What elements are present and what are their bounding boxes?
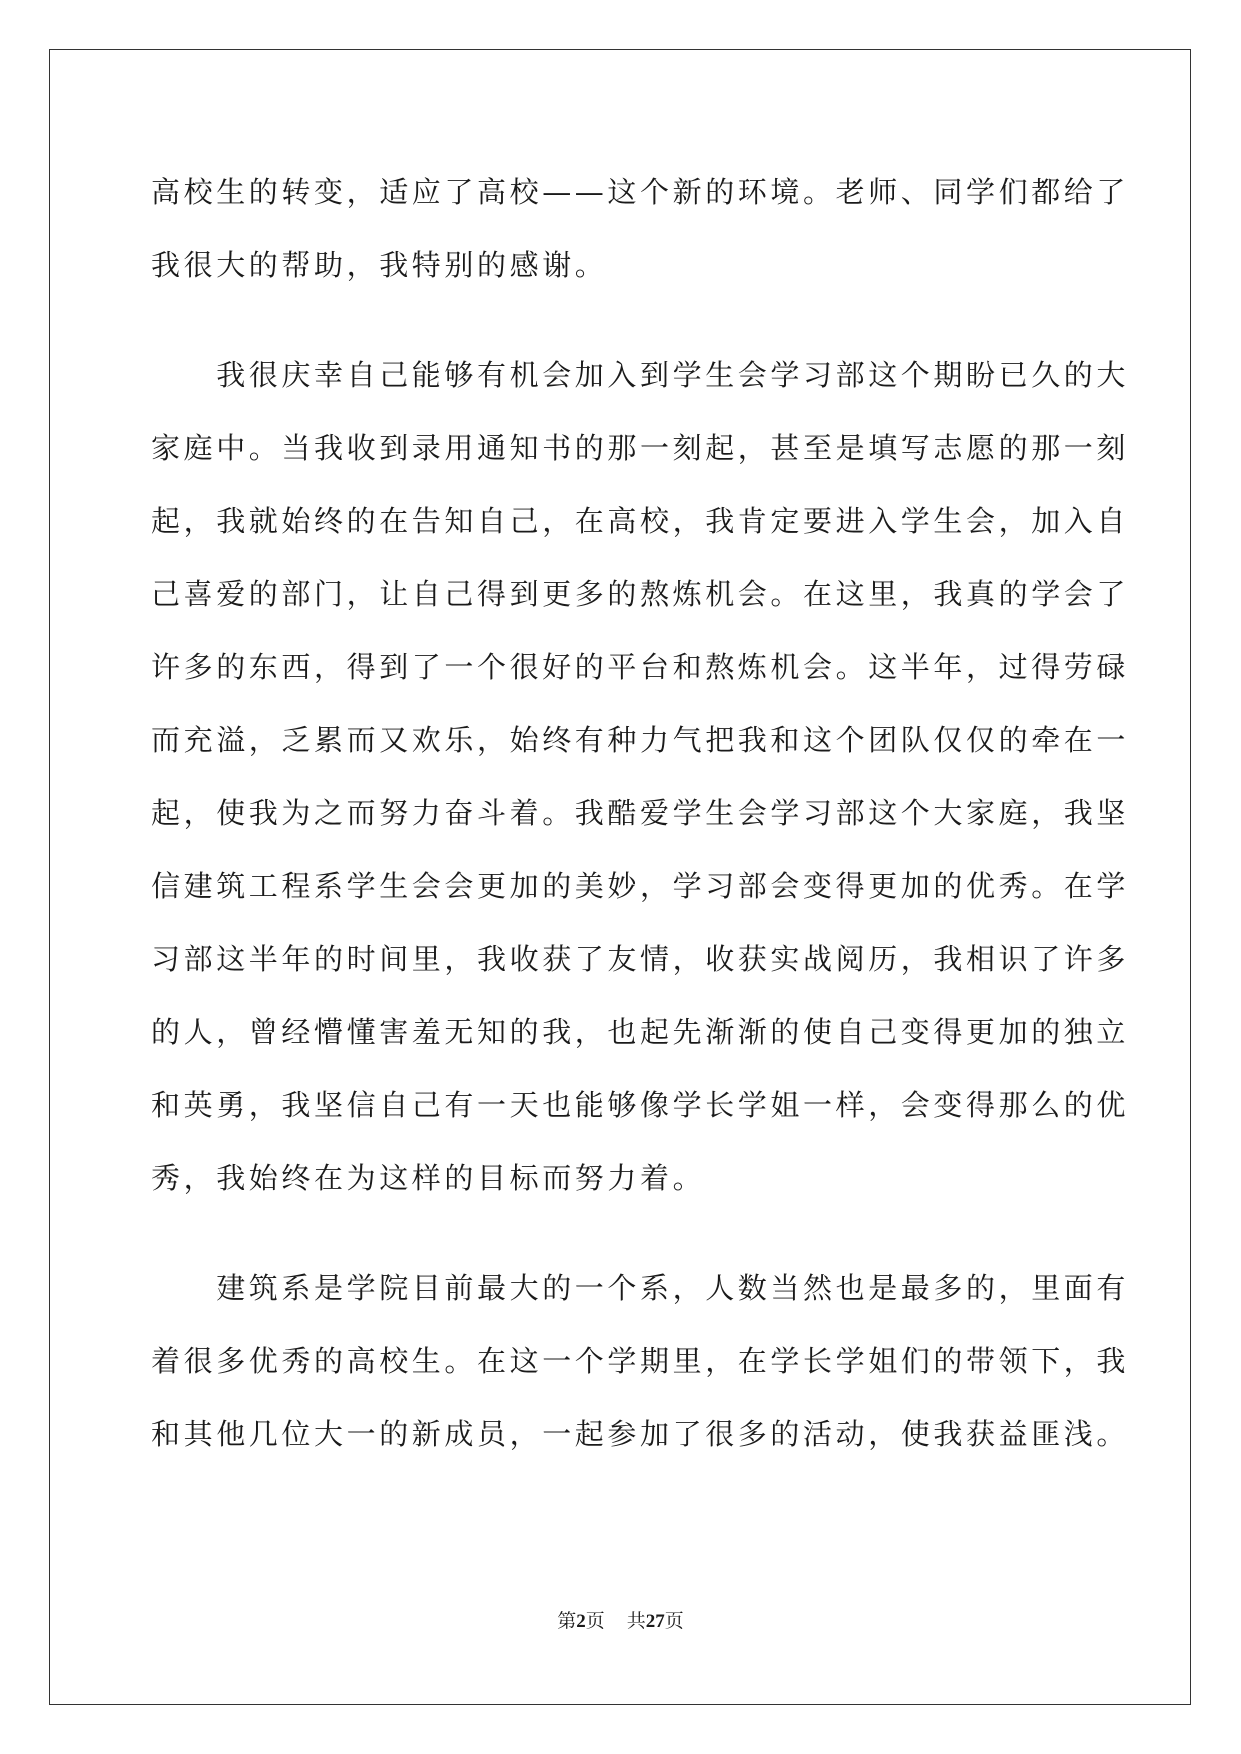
text-line: 高校生的转变，适应了高校——这个新的环境。老师、同学们都给了 <box>151 175 1130 209</box>
text-line: 秀，我始终在为这样的目标而努力着。 <box>151 1161 706 1195</box>
page-label: 第2页 <box>557 1611 605 1632</box>
text-line: 和英勇，我坚信自己有一天也能够像学长学姐一样，会变得那么的优 <box>151 1088 1130 1122</box>
text-line: 建筑系是学院目前最大的一个系，人数当然也是最多的，里面有 <box>151 1271 1130 1305</box>
page-number: 2 <box>576 1611 586 1632</box>
text-line: 我很庆幸自己能够有机会加入到学生会学习部这个期盼已久的大 <box>151 358 1130 392</box>
page-footer <box>0 1610 1241 1634</box>
text-line: 己喜爱的部门，让自己得到更多的熬炼机会。在这里，我真的学会了 <box>151 577 1130 611</box>
text-line: 起，我就始终的在告知自己，在高校，我肯定要进入学生会，加入自 <box>151 504 1130 538</box>
total-pages-label: 共27页 <box>626 1611 684 1632</box>
paragraph <box>151 156 1130 302</box>
text-line: 的人，曾经懵懂害羞无知的我，也起先渐渐的使自己变得更加的独立 <box>151 1015 1130 1049</box>
total-pages-number: 27 <box>645 1611 665 1632</box>
document-body <box>151 156 1130 1471</box>
text-line: 着很多优秀的高校生。在这一个学期里，在学长学姐们的带领下，我 <box>151 1344 1130 1378</box>
paragraph <box>151 339 1130 1215</box>
paragraph <box>151 1252 1130 1471</box>
text-line: 家庭中。当我收到录用通知书的那一刻起，甚至是填写志愿的那一刻 <box>151 431 1130 465</box>
text-line: 起，使我为之而努力奋斗着。我酷爱学生会学习部这个大家庭，我坚 <box>151 796 1130 830</box>
text-line: 而充溢，乏累而又欢乐，始终有种力气把我和这个团队仅仅的牵在一 <box>151 723 1130 757</box>
text-line: 习部这半年的时间里，我收获了友情，收获实战阅历，我相识了许多 <box>151 942 1130 976</box>
text-line: 许多的东西，得到了一个很好的平台和熬炼机会。这半年，过得劳碌 <box>151 650 1130 684</box>
text-line: 信建筑工程系学生会会更加的美妙，学习部会变得更加的优秀。在学 <box>151 869 1130 903</box>
paragraph-gap <box>151 1215 1091 1252</box>
text-line: 我很大的帮助，我特别的感谢。 <box>151 248 608 282</box>
paragraph-gap <box>151 302 1091 339</box>
text-line: 和其他几位大一的新成员，一起参加了很多的活动，使我获益匪浅。 <box>151 1417 1130 1451</box>
